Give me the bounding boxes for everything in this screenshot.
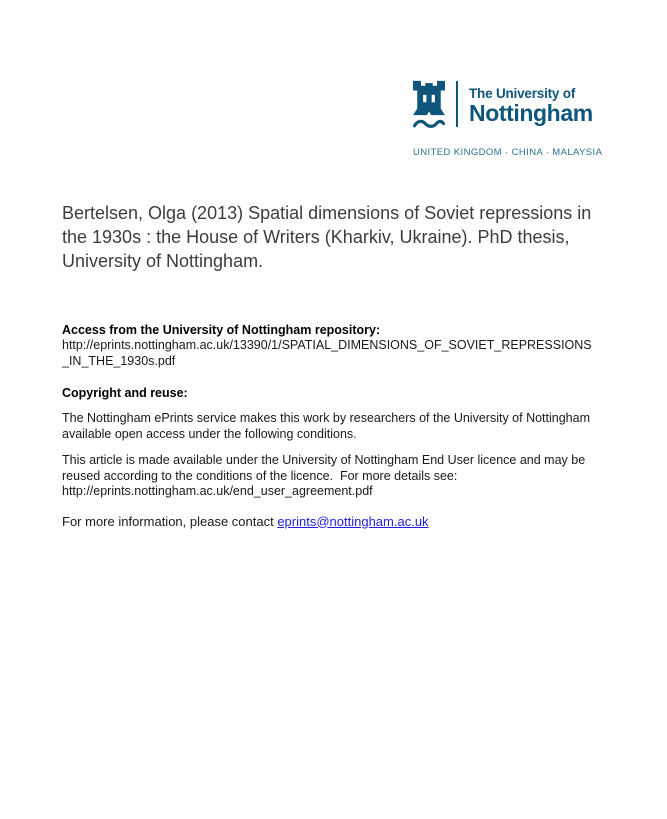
repository-url: http://eprints.nottingham.ac.uk/13390/1/SPATIAL_DIMENSIONS_OF_SOVIET_REPRESSIONS_IN_THE_1930s.pdf <box>62 338 592 368</box>
nottingham-castle-icon <box>413 78 445 134</box>
contact-line <box>62 514 610 530</box>
email-link[interactable]: eprints@nottingham.ac.uk <box>277 513 429 529</box>
eprints-service-paragraph: The Nottingham ePrints service makes this work by researchers of the University of Nottingham available open access under the following conditions. <box>62 411 590 441</box>
logo-divider <box>456 81 458 127</box>
copyright-heading: Copyright and reuse: <box>62 386 188 400</box>
logo-row <box>413 78 613 134</box>
university-name-line2: Nottingham <box>469 100 593 126</box>
repository-access-heading: Access from the University of Nottingham repository: <box>62 323 381 337</box>
campus-tagline: UNITED KINGDOM · CHINA · MALAYSIA <box>413 147 603 158</box>
citation-text: Bertelsen, Olga (2013) Spatial dimensions of Soviet repressions in the 1930s : the House of Writers (Kharkiv, Ukraine). PhD thesis, University of Nottingham. <box>62 203 592 271</box>
university-name <box>469 78 593 125</box>
licence-url: http://eprints.nottingham.ac.uk/end_user_agreement.pdf <box>62 484 373 498</box>
licence-paragraph: This article is made available under the University of Nottingham End User licence and may be reused according to the conditions of the licence. For more details see: <box>62 453 589 483</box>
university-name-line1: The University of <box>469 86 576 101</box>
document-content <box>62 201 610 530</box>
contact-prefix: For more information, please contact <box>62 513 278 529</box>
university-logo <box>413 78 613 158</box>
